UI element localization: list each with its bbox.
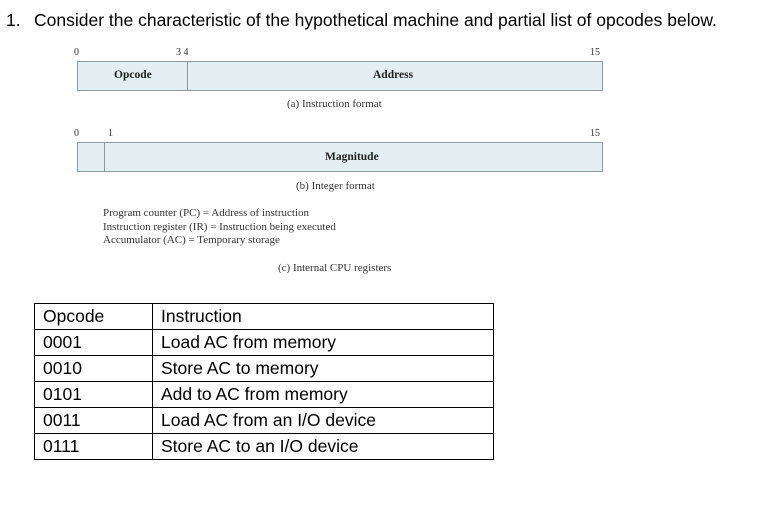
- opcode-cell: 0111: [35, 434, 153, 460]
- address-field-label: Address: [373, 69, 414, 81]
- table-row: [35, 330, 494, 356]
- table-row: [35, 356, 494, 382]
- opcode-cell: 0010: [35, 356, 153, 382]
- instr-bit-3-4: 3 4: [176, 47, 189, 58]
- int-bit-1: 1: [108, 128, 113, 139]
- integer-format-caption: (b) Integer format: [296, 180, 375, 192]
- question-number: 1.: [6, 10, 21, 30]
- instruction-cell: Store AC to memory: [153, 356, 494, 382]
- opcode-table: [34, 303, 494, 460]
- register-pc: Program counter (PC) = Address of instruction: [103, 207, 310, 219]
- sign-bit-divider: [104, 143, 105, 171]
- instruction-cell: Load AC from an I/O device: [153, 408, 494, 434]
- table-row: [35, 382, 494, 408]
- opcode-cell: 0011: [35, 408, 153, 434]
- question: [6, 10, 717, 31]
- int-bit-0: 0: [74, 128, 79, 139]
- header-opcode: Opcode: [35, 304, 153, 330]
- instruction-cell: Load AC from memory: [153, 330, 494, 356]
- opcode-cell: 0001: [35, 330, 153, 356]
- opcode-address-divider: [187, 62, 188, 90]
- question-text: Consider the characteristic of the hypothetical machine and partial list of opcodes below.: [34, 10, 717, 30]
- magnitude-field-label: Magnitude: [325, 151, 379, 163]
- int-bit-15: 15: [590, 128, 600, 139]
- instruction-cell: Add to AC from memory: [153, 382, 494, 408]
- instruction-format-box: [77, 61, 603, 91]
- table-row: [35, 434, 494, 460]
- table-header-row: [35, 304, 494, 330]
- register-list: [103, 207, 336, 248]
- table-row: [35, 408, 494, 434]
- header-instruction: Instruction: [153, 304, 494, 330]
- opcode-field-label: Opcode: [114, 69, 152, 81]
- instruction-format-caption: (a) Instruction format: [287, 98, 382, 110]
- register-ir: Instruction register (IR) = Instruction being executed: [103, 220, 336, 233]
- instr-bit-0: 0: [74, 47, 79, 58]
- opcode-cell: 0101: [35, 382, 153, 408]
- instr-bit-15: 15: [590, 47, 600, 58]
- register-ac: Accumulator (AC) = Temporary storage: [103, 234, 280, 246]
- integer-format-box: [77, 142, 603, 172]
- registers-caption: (c) Internal CPU registers: [278, 262, 392, 274]
- instruction-cell: Store AC to an I/O device: [153, 434, 494, 460]
